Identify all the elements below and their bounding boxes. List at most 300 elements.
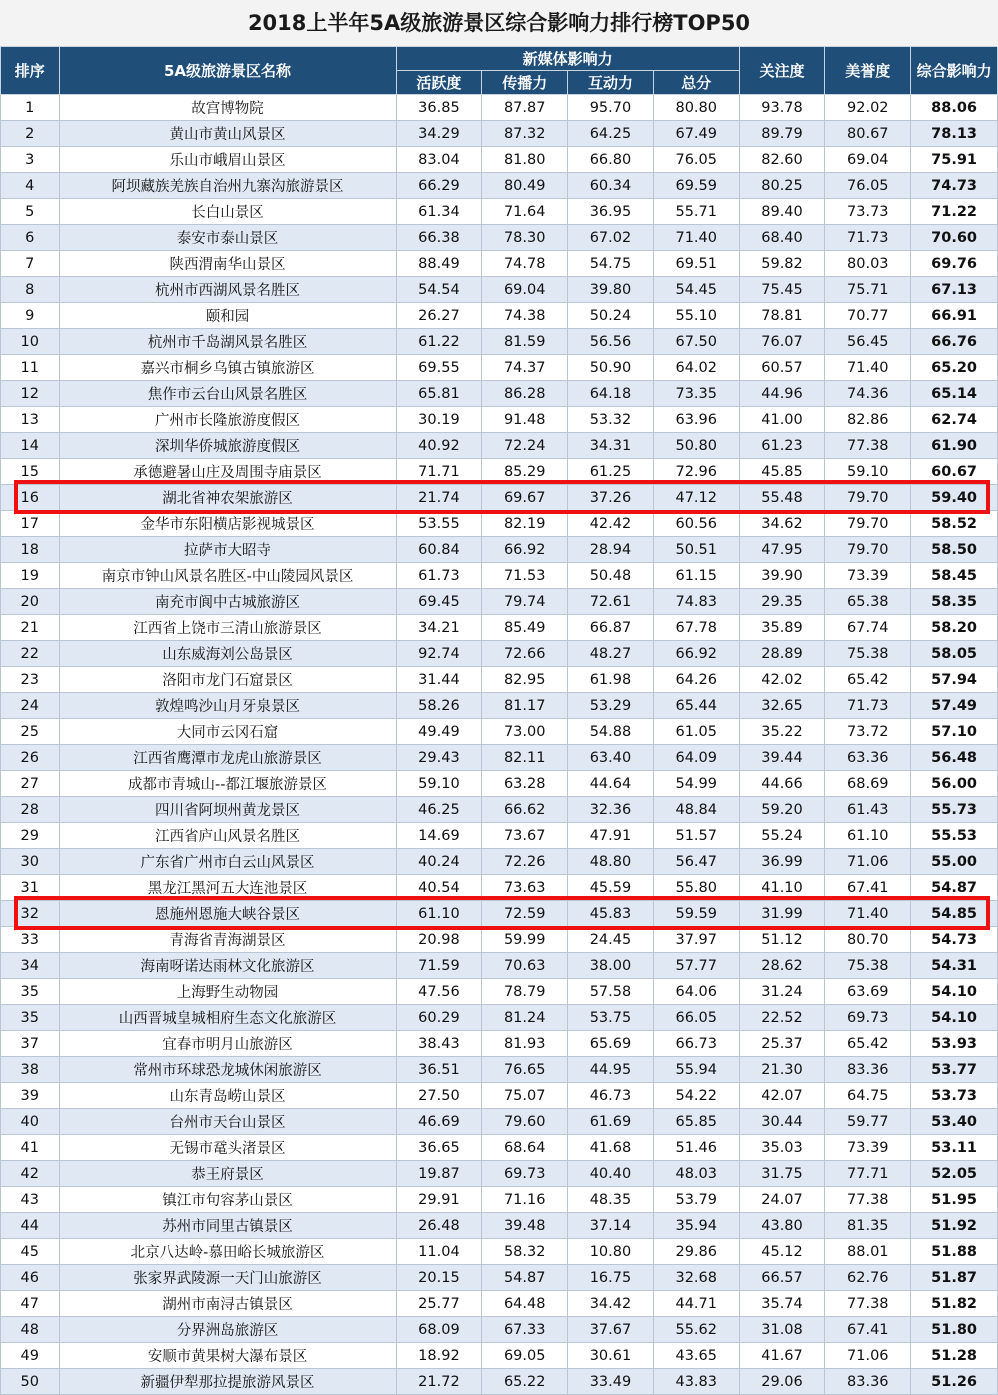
table-row[interactable] [1,433,998,459]
table-row[interactable] [1,303,998,329]
cell-attention: 55.48 [739,485,825,511]
cell-name: 颐和园 [59,303,396,329]
cell-interaction: 54.75 [568,251,654,277]
table-row[interactable] [1,1083,998,1109]
cell-overall: 57.94 [911,667,998,693]
cell-overall: 66.91 [911,303,998,329]
cell-spread: 85.49 [482,615,568,641]
cell-name: 常州市环球恐龙城休闲旅游区 [59,1057,396,1083]
cell-overall: 75.91 [911,147,998,173]
cell-name: 黑龙江黑河五大连池景区 [59,875,396,901]
cell-attention: 43.80 [739,1213,825,1239]
cell-reputation: 77.38 [825,433,911,459]
cell-rank: 41 [1,1135,60,1161]
cell-activity: 61.34 [396,199,482,225]
table-row[interactable] [1,1109,998,1135]
cell-reputation: 75.71 [825,277,911,303]
header-media-total[interactable]: 总分 [653,71,739,95]
cell-reputation: 69.73 [825,1005,911,1031]
header-rank[interactable]: 排序 [1,47,60,95]
cell-media-total: 57.77 [653,953,739,979]
cell-activity: 40.92 [396,433,482,459]
table-row[interactable] [1,1187,998,1213]
cell-reputation: 65.38 [825,589,911,615]
cell-media-total: 55.80 [653,875,739,901]
cell-interaction: 50.90 [568,355,654,381]
cell-interaction: 60.34 [568,173,654,199]
cell-overall: 69.76 [911,251,998,277]
cell-activity: 60.84 [396,537,482,563]
cell-attention: 35.22 [739,719,825,745]
cell-reputation: 77.38 [825,1291,911,1317]
cell-reputation: 59.77 [825,1109,911,1135]
cell-reputation: 80.67 [825,121,911,147]
cell-media-total: 50.51 [653,537,739,563]
cell-interaction: 45.83 [568,901,654,927]
cell-activity: 88.49 [396,251,482,277]
cell-rank: 35 [1,1005,60,1031]
cell-activity: 58.26 [396,693,482,719]
cell-spread: 75.07 [482,1083,568,1109]
cell-rank: 25 [1,719,60,745]
cell-reputation: 63.69 [825,979,911,1005]
cell-spread: 66.62 [482,797,568,823]
cell-activity: 47.56 [396,979,482,1005]
header-reputation[interactable]: 美誉度 [825,47,911,95]
cell-interaction: 16.75 [568,1265,654,1291]
cell-media-total: 65.44 [653,693,739,719]
cell-reputation: 83.36 [825,1369,911,1395]
table-row[interactable] [1,693,998,719]
table-row[interactable] [1,1005,998,1031]
cell-overall: 54.31 [911,953,998,979]
cell-attention: 39.90 [739,563,825,589]
cell-spread: 59.99 [482,927,568,953]
cell-media-total: 67.78 [653,615,739,641]
table-row[interactable] [1,485,998,511]
cell-attention: 41.00 [739,407,825,433]
cell-reputation: 71.40 [825,355,911,381]
cell-spread: 39.48 [482,1213,568,1239]
table-row[interactable] [1,407,998,433]
cell-rank: 37 [1,1031,60,1057]
cell-spread: 58.32 [482,1239,568,1265]
cell-reputation: 61.10 [825,823,911,849]
cell-activity: 66.38 [396,225,482,251]
table-row[interactable] [1,875,998,901]
cell-activity: 21.72 [396,1369,482,1395]
cell-attention: 82.60 [739,147,825,173]
header-media-group: 新媒体影响力 [396,47,739,71]
cell-interaction: 64.25 [568,121,654,147]
table-row[interactable] [1,771,998,797]
table-row[interactable] [1,563,998,589]
cell-interaction: 41.68 [568,1135,654,1161]
cell-rank: 8 [1,277,60,303]
cell-attention: 47.95 [739,537,825,563]
cell-activity: 34.29 [396,121,482,147]
table-row[interactable] [1,1213,998,1239]
cell-media-total: 29.86 [653,1239,739,1265]
cell-rank: 7 [1,251,60,277]
cell-interaction: 50.48 [568,563,654,589]
cell-reputation: 65.42 [825,667,911,693]
cell-rank: 5 [1,199,60,225]
cell-spread: 71.53 [482,563,568,589]
cell-spread: 72.24 [482,433,568,459]
cell-interaction: 48.27 [568,641,654,667]
cell-activity: 38.43 [396,1031,482,1057]
cell-overall: 70.60 [911,225,998,251]
cell-attention: 44.66 [739,771,825,797]
cell-media-total: 55.94 [653,1057,739,1083]
cell-media-total: 67.50 [653,329,739,355]
cell-spread: 69.73 [482,1161,568,1187]
table-row[interactable] [1,1317,998,1343]
table-row[interactable] [1,901,998,927]
cell-activity: 83.04 [396,147,482,173]
table-row[interactable] [1,277,998,303]
cell-overall: 56.48 [911,745,998,771]
cell-name: 江西省庐山风景名胜区 [59,823,396,849]
cell-spread: 74.78 [482,251,568,277]
cell-attention: 60.57 [739,355,825,381]
cell-spread: 78.30 [482,225,568,251]
cell-activity: 20.15 [396,1265,482,1291]
cell-name: 广东省广州市白云山风景区 [59,849,396,875]
cell-overall: 58.20 [911,615,998,641]
table-row[interactable] [1,147,998,173]
cell-spread: 68.64 [482,1135,568,1161]
cell-media-total: 66.05 [653,1005,739,1031]
cell-name: 张家界武陵源一天门山旅游区 [59,1265,396,1291]
cell-name: 金华市东阳横店影视城景区 [59,511,396,537]
header-interaction[interactable]: 互动力 [568,71,654,95]
cell-name: 山东青岛崂山景区 [59,1083,396,1109]
cell-rank: 24 [1,693,60,719]
table-row[interactable] [1,1369,998,1395]
table-row[interactable] [1,1161,998,1187]
cell-media-total: 71.40 [653,225,739,251]
cell-rank: 12 [1,381,60,407]
table-row[interactable] [1,1265,998,1291]
table-row[interactable] [1,225,998,251]
cell-activity: 54.54 [396,277,482,303]
cell-rank: 20 [1,589,60,615]
table-row[interactable] [1,849,998,875]
cell-media-total: 47.12 [653,485,739,511]
cell-rank: 4 [1,173,60,199]
cell-activity: 65.81 [396,381,482,407]
table-row[interactable] [1,1343,998,1369]
cell-reputation: 68.69 [825,771,911,797]
cell-name: 拉萨市大昭寺 [59,537,396,563]
cell-reputation: 61.43 [825,797,911,823]
cell-overall: 55.53 [911,823,998,849]
cell-attention: 28.62 [739,953,825,979]
table-row[interactable] [1,823,998,849]
cell-reputation: 73.39 [825,1135,911,1161]
cell-reputation: 81.35 [825,1213,911,1239]
table-row[interactable] [1,719,998,745]
cell-interaction: 45.59 [568,875,654,901]
cell-interaction: 36.95 [568,199,654,225]
header-attention[interactable]: 关注度 [739,47,825,95]
cell-media-total: 76.05 [653,147,739,173]
cell-name: 泰安市泰山景区 [59,225,396,251]
cell-rank: 16 [1,485,60,511]
cell-activity: 21.74 [396,485,482,511]
cell-media-total: 43.65 [653,1343,739,1369]
cell-rank: 35 [1,979,60,1005]
cell-spread: 74.37 [482,355,568,381]
cell-interaction: 44.95 [568,1057,654,1083]
cell-overall: 51.88 [911,1239,998,1265]
table-row[interactable] [1,537,998,563]
cell-media-total: 51.46 [653,1135,739,1161]
cell-overall: 58.50 [911,537,998,563]
cell-reputation: 74.36 [825,381,911,407]
cell-attention: 89.40 [739,199,825,225]
cell-reputation: 80.03 [825,251,911,277]
cell-activity: 71.71 [396,459,482,485]
table-row[interactable] [1,251,998,277]
cell-overall: 51.82 [911,1291,998,1317]
cell-overall: 54.73 [911,927,998,953]
cell-reputation: 75.38 [825,953,911,979]
cell-attention: 21.30 [739,1057,825,1083]
cell-reputation: 69.04 [825,147,911,173]
cell-media-total: 54.99 [653,771,739,797]
cell-overall: 51.80 [911,1317,998,1343]
cell-name: 南京市钟山风景名胜区-中山陵园风景区 [59,563,396,589]
cell-activity: 26.27 [396,303,482,329]
cell-activity: 36.65 [396,1135,482,1161]
table-row[interactable] [1,979,998,1005]
table-row[interactable] [1,797,998,823]
table-row[interactable] [1,173,998,199]
cell-reputation: 79.70 [825,537,911,563]
cell-media-total: 64.09 [653,745,739,771]
cell-media-total: 48.84 [653,797,739,823]
cell-media-total: 72.96 [653,459,739,485]
cell-media-total: 35.94 [653,1213,739,1239]
cell-attention: 89.79 [739,121,825,147]
cell-rank: 32 [1,901,60,927]
cell-interaction: 37.14 [568,1213,654,1239]
cell-attention: 31.24 [739,979,825,1005]
table-row[interactable] [1,511,998,537]
cell-interaction: 40.40 [568,1161,654,1187]
cell-attention: 80.25 [739,173,825,199]
cell-activity: 25.77 [396,1291,482,1317]
table-row[interactable] [1,121,998,147]
cell-overall: 53.77 [911,1057,998,1083]
header-activity[interactable]: 活跃度 [396,71,482,95]
cell-rank: 11 [1,355,60,381]
cell-media-total: 63.96 [653,407,739,433]
cell-media-total: 64.26 [653,667,739,693]
cell-spread: 91.48 [482,407,568,433]
cell-rank: 43 [1,1187,60,1213]
cell-overall: 67.13 [911,277,998,303]
cell-name: 无锡市鼋头渚景区 [59,1135,396,1161]
cell-interaction: 64.18 [568,381,654,407]
cell-spread: 71.64 [482,199,568,225]
table-row[interactable] [1,95,998,121]
cell-activity: 66.29 [396,173,482,199]
table-row[interactable] [1,953,998,979]
cell-overall: 53.93 [911,1031,998,1057]
cell-attention: 45.85 [739,459,825,485]
table-row[interactable] [1,589,998,615]
cell-overall: 53.40 [911,1109,998,1135]
cell-name: 湖北省神农架旅游区 [59,485,396,511]
cell-reputation: 80.70 [825,927,911,953]
cell-interaction: 34.31 [568,433,654,459]
cell-spread: 74.38 [482,303,568,329]
cell-rank: 13 [1,407,60,433]
cell-rank: 34 [1,953,60,979]
cell-rank: 29 [1,823,60,849]
table-row[interactable] [1,459,998,485]
cell-overall: 57.49 [911,693,998,719]
cell-overall: 66.76 [911,329,998,355]
cell-spread: 69.04 [482,277,568,303]
cell-overall: 65.20 [911,355,998,381]
cell-reputation: 71.73 [825,693,911,719]
ranking-table [0,46,998,1395]
cell-attention: 31.08 [739,1317,825,1343]
cell-interaction: 34.42 [568,1291,654,1317]
cell-rank: 49 [1,1343,60,1369]
table-row[interactable] [1,667,998,693]
cell-attention: 42.07 [739,1083,825,1109]
table-row[interactable] [1,1057,998,1083]
cell-spread: 72.59 [482,901,568,927]
table-row[interactable] [1,355,998,381]
table-row[interactable] [1,1239,998,1265]
cell-name: 广州市长隆旅游度假区 [59,407,396,433]
cell-spread: 66.92 [482,537,568,563]
cell-overall: 53.73 [911,1083,998,1109]
cell-activity: 71.59 [396,953,482,979]
cell-interaction: 57.58 [568,979,654,1005]
cell-spread: 78.79 [482,979,568,1005]
cell-name: 陕西渭南华山景区 [59,251,396,277]
cell-spread: 82.19 [482,511,568,537]
cell-spread: 80.49 [482,173,568,199]
cell-spread: 65.22 [482,1369,568,1395]
cell-name: 山东威海刘公岛景区 [59,641,396,667]
cell-rank: 42 [1,1161,60,1187]
cell-activity: 30.19 [396,407,482,433]
table-row[interactable] [1,381,998,407]
cell-rank: 6 [1,225,60,251]
cell-attention: 51.12 [739,927,825,953]
cell-interaction: 37.67 [568,1317,654,1343]
table-row[interactable] [1,641,998,667]
cell-reputation: 62.76 [825,1265,911,1291]
table-row[interactable] [1,1031,998,1057]
cell-overall: 51.95 [911,1187,998,1213]
header-overall[interactable]: 综合影响力 [911,47,998,95]
cell-media-total: 67.49 [653,121,739,147]
cell-interaction: 65.69 [568,1031,654,1057]
table-body [1,95,998,1395]
cell-media-total: 61.05 [653,719,739,745]
cell-reputation: 77.38 [825,1187,911,1213]
header-spread[interactable]: 传播力 [482,71,568,95]
cell-reputation: 71.06 [825,1343,911,1369]
table-row[interactable] [1,927,998,953]
cell-attention: 78.81 [739,303,825,329]
cell-overall: 58.45 [911,563,998,589]
page-title: 2018上半年5A级旅游景区综合影响力排行榜TOP50 [0,0,998,47]
cell-name: 山西晋城皇城相府生态文化旅游区 [59,1005,396,1031]
cell-overall: 51.28 [911,1343,998,1369]
cell-name: 江西省上饶市三清山旅游景区 [59,615,396,641]
table-row[interactable] [1,745,998,771]
cell-rank: 14 [1,433,60,459]
cell-rank: 22 [1,641,60,667]
cell-name: 黄山市黄山风景区 [59,121,396,147]
cell-overall: 56.00 [911,771,998,797]
table-row[interactable] [1,1135,998,1161]
cell-media-total: 54.22 [653,1083,739,1109]
cell-interaction: 72.61 [568,589,654,615]
cell-spread: 73.00 [482,719,568,745]
cell-attention: 31.99 [739,901,825,927]
table-row[interactable] [1,199,998,225]
cell-reputation: 71.40 [825,901,911,927]
cell-reputation: 82.86 [825,407,911,433]
cell-attention: 35.89 [739,615,825,641]
cell-rank: 38 [1,1057,60,1083]
table-row[interactable] [1,329,998,355]
cell-interaction: 66.87 [568,615,654,641]
cell-attention: 41.67 [739,1343,825,1369]
table-row[interactable] [1,615,998,641]
cell-name: 成都市青城山--都江堰旅游景区 [59,771,396,797]
cell-reputation: 79.70 [825,485,911,511]
cell-interaction: 50.24 [568,303,654,329]
cell-media-total: 54.45 [653,277,739,303]
cell-interaction: 53.29 [568,693,654,719]
cell-interaction: 47.91 [568,823,654,849]
cell-spread: 86.28 [482,381,568,407]
cell-media-total: 56.47 [653,849,739,875]
cell-attention: 35.03 [739,1135,825,1161]
cell-overall: 54.10 [911,1005,998,1031]
cell-interaction: 38.00 [568,953,654,979]
cell-interaction: 30.61 [568,1343,654,1369]
header-name[interactable]: 5A级旅游景区名称 [59,47,396,95]
table-row[interactable] [1,1291,998,1317]
cell-activity: 27.50 [396,1083,482,1109]
cell-interaction: 32.36 [568,797,654,823]
cell-overall: 57.10 [911,719,998,745]
cell-name: 承德避暑山庄及周围寺庙景区 [59,459,396,485]
cell-rank: 18 [1,537,60,563]
cell-attention: 30.44 [739,1109,825,1135]
cell-reputation: 73.72 [825,719,911,745]
cell-media-total: 61.15 [653,563,739,589]
cell-reputation: 67.74 [825,615,911,641]
cell-spread: 81.59 [482,329,568,355]
cell-overall: 51.87 [911,1265,998,1291]
cell-media-total: 59.59 [653,901,739,927]
